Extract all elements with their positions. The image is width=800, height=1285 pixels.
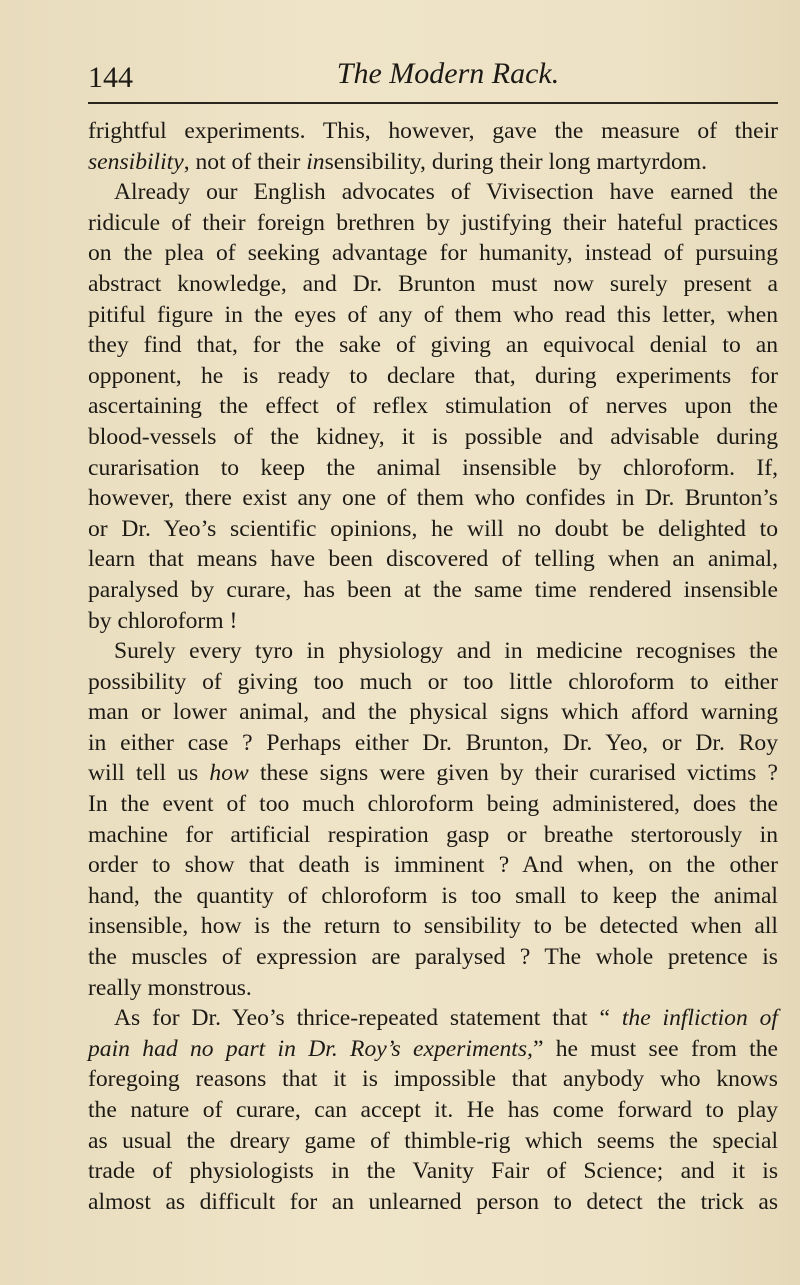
italic-text: how xyxy=(209,760,249,787)
text-line xyxy=(88,1126,778,1157)
text-segment: the nature of curare, can accept it. He has come forward to play xyxy=(88,1097,778,1123)
text-line xyxy=(88,758,778,789)
text-line xyxy=(88,667,778,698)
text-segment: they find that, for the sake of giving an equivocal denial to an xyxy=(88,332,778,359)
text-line xyxy=(88,544,778,575)
text-line xyxy=(88,1187,778,1218)
page-number: 144 xyxy=(88,61,133,94)
text-line xyxy=(88,606,778,637)
text-line xyxy=(88,422,778,453)
text-line xyxy=(88,942,778,973)
text-line xyxy=(88,575,778,606)
text-line xyxy=(88,1064,778,1095)
text-segment: paralysed by curare, has been at the same time rendered insensible xyxy=(88,576,778,603)
text-line xyxy=(88,483,778,514)
page-header xyxy=(88,56,778,104)
text-segment: as usual the dreary game of thimble-rig which seems the special xyxy=(88,1127,778,1154)
header-rule xyxy=(88,102,778,104)
text-segment: ” he must see from the xyxy=(532,1035,778,1062)
text-line xyxy=(88,636,778,667)
text-segment: Already our English advocates of Vivisection have earned the xyxy=(114,179,778,206)
text-segment: In the event of too much chloroform being administered, does the xyxy=(88,791,778,818)
text-segment: or Dr. Yeo’s scientific opinions, he will no doubt be delighted to xyxy=(88,515,778,542)
text-segment: hand, the quantity of chloroform is too small to keep the animal xyxy=(88,882,778,909)
text-line xyxy=(88,208,778,239)
text-line xyxy=(88,300,778,331)
text-segment: in either case ? Perhaps either Dr. Brunton, Dr. Yeo, or Dr. Roy xyxy=(88,729,778,756)
text-segment: learn that means have been discovered of telling when an animal, xyxy=(88,546,778,573)
text-segment: these signs were given by their curarised victims ? xyxy=(248,760,778,787)
text-line xyxy=(88,361,778,392)
text-line xyxy=(88,330,778,361)
text-segment: Surely every tyro in physiology and in medicine recognises the xyxy=(114,638,778,665)
text-segment: man or lower animal, and the physical signs which afford warning xyxy=(88,699,778,726)
text-segment: on the plea of seeking advantage for humanity, instead of pursuing xyxy=(88,240,778,267)
text-line xyxy=(88,269,778,300)
text-segment: blood-vessels of the kidney, it is possible and advisable during xyxy=(88,423,778,450)
text-line xyxy=(88,728,778,759)
running-head: The Modern Rack. xyxy=(336,57,560,90)
text-segment: order to show that death is imminent ? And when, on the other xyxy=(88,852,778,879)
text-line xyxy=(88,911,778,942)
text-segment: by chloroform ! xyxy=(88,607,238,634)
text-line xyxy=(88,820,778,851)
text-segment: curarisation to keep the animal insensible by chloroform. If, xyxy=(88,454,778,481)
text-segment: frightful experiments. This, however, gave the measure of their xyxy=(88,118,778,144)
body-text xyxy=(88,116,778,1217)
text-line xyxy=(88,1156,778,1187)
text-line xyxy=(88,1003,778,1034)
text-line xyxy=(88,514,778,545)
text-segment: almost as difficult for an unlearned person to detect the trick as xyxy=(88,1188,778,1215)
text-line xyxy=(88,238,778,269)
text-segment: abstract knowledge, and Dr. Brunton must now surely present a xyxy=(88,270,778,297)
text-segment: the muscles of expression are paralysed ? The whole pretence is xyxy=(88,944,778,971)
text-segment: will tell us xyxy=(88,760,210,787)
text-line xyxy=(88,1034,778,1065)
italic-text: the infliction of xyxy=(621,1005,778,1032)
text-segment: trade of physiologists in the Vanity Fair of Science; and it is xyxy=(88,1158,778,1185)
text-segment: foregoing reasons that it is impossible that anybody who knows xyxy=(88,1066,778,1093)
text-line xyxy=(88,850,778,881)
italic-text: pain had no part in Dr. Roy’s experiments, xyxy=(88,1035,533,1062)
text-line xyxy=(88,147,778,178)
text-segment: sensibility, during their long martyrdom. xyxy=(324,148,708,175)
text-segment: really monstrous. xyxy=(88,974,252,1001)
text-segment: however, there exist any one of them who confides in Dr. Brunton’s xyxy=(88,485,778,512)
text-line xyxy=(88,881,778,912)
text-line xyxy=(88,453,778,484)
text-line xyxy=(88,697,778,728)
text-segment: possibility of giving too much or too little chloroform to either xyxy=(88,668,778,695)
text-segment: As for Dr. Yeo’s thrice-repeated statement that “ xyxy=(114,1005,622,1032)
text-line xyxy=(88,1095,778,1126)
text-line xyxy=(88,177,778,208)
text-line xyxy=(88,973,778,1004)
text-segment: insensible, how is the return to sensibility to be detected when all xyxy=(88,913,778,940)
italic-text: in xyxy=(306,148,325,175)
text-segment: ascertaining the effect of reflex stimulation of nerves upon the xyxy=(88,393,778,420)
text-segment: machine for artificial respiration gasp or breathe stertorously in xyxy=(88,821,778,848)
text-segment: opponent, he is ready to declare that, during experiments for xyxy=(88,362,778,389)
text-line xyxy=(88,116,778,147)
text-segment: pitiful figure in the eyes of any of them who read this letter, when xyxy=(88,301,778,328)
text-line xyxy=(88,789,778,820)
text-segment: , not of their xyxy=(183,148,307,175)
text-line xyxy=(88,391,778,422)
italic-text: sensibility xyxy=(88,148,184,175)
text-segment: ridicule of their foreign brethren by justifying their hateful practices xyxy=(88,209,778,236)
